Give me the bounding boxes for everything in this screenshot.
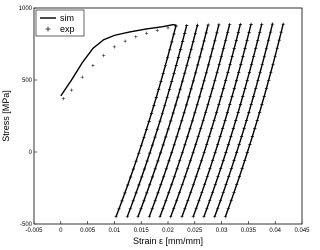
y-tick-label: 500 (21, 78, 32, 84)
exp-data-point (240, 135, 243, 138)
exp-data-point (228, 23, 231, 26)
exp-data-point (243, 127, 246, 130)
sim-series-loop-line (116, 25, 176, 217)
exp-data-point (217, 23, 220, 26)
exp-data-point (254, 47, 257, 50)
exp-data-point (70, 88, 73, 91)
exp-data-point (209, 55, 212, 58)
exp-data-point (254, 87, 257, 90)
exp-data-point (211, 47, 214, 50)
exp-data-point (267, 79, 270, 82)
x-tick-label: 0.015 (133, 228, 149, 234)
exp-data-point (198, 55, 201, 58)
exp-data-point (205, 31, 208, 34)
sim-series-loop-line (127, 25, 186, 217)
y-tick-label: -500 (19, 222, 32, 228)
exp-data-point (256, 119, 259, 122)
x-tick-label: 0.045 (294, 228, 310, 234)
legend-exp-label: exp (60, 24, 75, 34)
exp-data-point (233, 47, 236, 50)
exp-data-point (215, 31, 218, 34)
exp-data-point (239, 63, 242, 66)
x-tick-label: 0.02 (162, 228, 174, 234)
x-tick-label: 0.005 (80, 228, 96, 234)
exp-data-point (166, 26, 169, 29)
exp-data-point (207, 23, 210, 26)
exp-data-point (250, 103, 253, 106)
x-tick-label: 0.025 (187, 228, 203, 234)
exp-data-point (250, 63, 253, 66)
exp-data-point (213, 39, 216, 42)
exp-data-point (280, 31, 283, 34)
exp-data-point (269, 71, 272, 74)
x-axis-label: Strain ε [mm/mm] (132, 236, 204, 246)
exp-data-point (243, 47, 246, 50)
exp-data-point (252, 55, 255, 58)
exp-data-point (228, 63, 231, 66)
exp-data-point (251, 135, 254, 138)
x-tick-label: 0.035 (240, 228, 256, 234)
exp-data-point (282, 23, 285, 26)
exp-data-point (102, 54, 105, 57)
exp-data-point (220, 55, 223, 58)
sim-series-loop-line (138, 25, 198, 217)
exp-data-point (239, 23, 242, 26)
exp-data-point (249, 23, 252, 26)
exp-data-point (260, 23, 263, 26)
exp-data-point (258, 111, 261, 114)
y-axis-label: Stress [MPa] (1, 90, 11, 142)
exp-data-point (252, 95, 255, 98)
exp-data-point (113, 45, 116, 48)
exp-data-point (235, 39, 238, 42)
exp-data-point (265, 47, 268, 50)
exp-data-point (271, 23, 274, 26)
exp-data-point (237, 31, 240, 34)
exp-data-point (261, 63, 264, 66)
exp-data-point (237, 71, 240, 74)
exp-data-point (260, 103, 263, 106)
exp-data-point (145, 32, 148, 35)
legend-sim-label: sim (60, 13, 74, 23)
x-tick-label: 0.04 (269, 228, 282, 234)
exp-data-point (259, 71, 262, 74)
x-tick-label: -0.005 (25, 228, 43, 234)
exp-data-point (247, 111, 250, 114)
exp-data-point (81, 76, 84, 79)
exp-data-point (245, 39, 248, 42)
exp-data-point (222, 47, 225, 50)
x-tick-label: 0.01 (108, 228, 121, 234)
exp-data-point (200, 47, 203, 50)
exp-data-point (241, 55, 244, 58)
exp-data-point (62, 97, 65, 100)
exp-data-point (224, 39, 227, 42)
exp-data-point (245, 119, 248, 122)
exp-data-point (253, 127, 256, 130)
exp-data-point (276, 47, 279, 50)
exp-data-point (156, 29, 159, 32)
exp-data-point (274, 55, 277, 58)
exp-data-point (134, 35, 137, 38)
exp-data-point (226, 31, 229, 34)
exp-data-point (263, 95, 266, 98)
exp-data-point (247, 31, 250, 34)
exp-data-point (203, 39, 206, 42)
exp-data-point (267, 39, 270, 42)
plot-series (61, 23, 285, 219)
exp-data-point (278, 39, 281, 42)
exp-data-point (243, 87, 246, 90)
x-tick-label: 0 (59, 228, 63, 234)
exp-data-point (256, 39, 259, 42)
y-tick-label: 0 (28, 150, 32, 156)
exp-data-point (258, 31, 261, 34)
exp-data-point (124, 40, 127, 43)
y-tick-label: 1000 (18, 6, 32, 12)
exp-data-point (265, 87, 268, 90)
exp-data-point (91, 64, 94, 67)
exp-data-point (248, 71, 251, 74)
exp-data-point (269, 31, 272, 34)
x-tick-label: 0.03 (215, 228, 228, 234)
plot-frame (34, 8, 302, 224)
legend (36, 10, 84, 36)
exp-data-point (256, 79, 259, 82)
x-axis (25, 221, 310, 234)
exp-data-point (263, 55, 266, 58)
exp-data-point (231, 55, 234, 58)
exp-data-point (271, 63, 274, 66)
exp-data-point (233, 87, 236, 90)
